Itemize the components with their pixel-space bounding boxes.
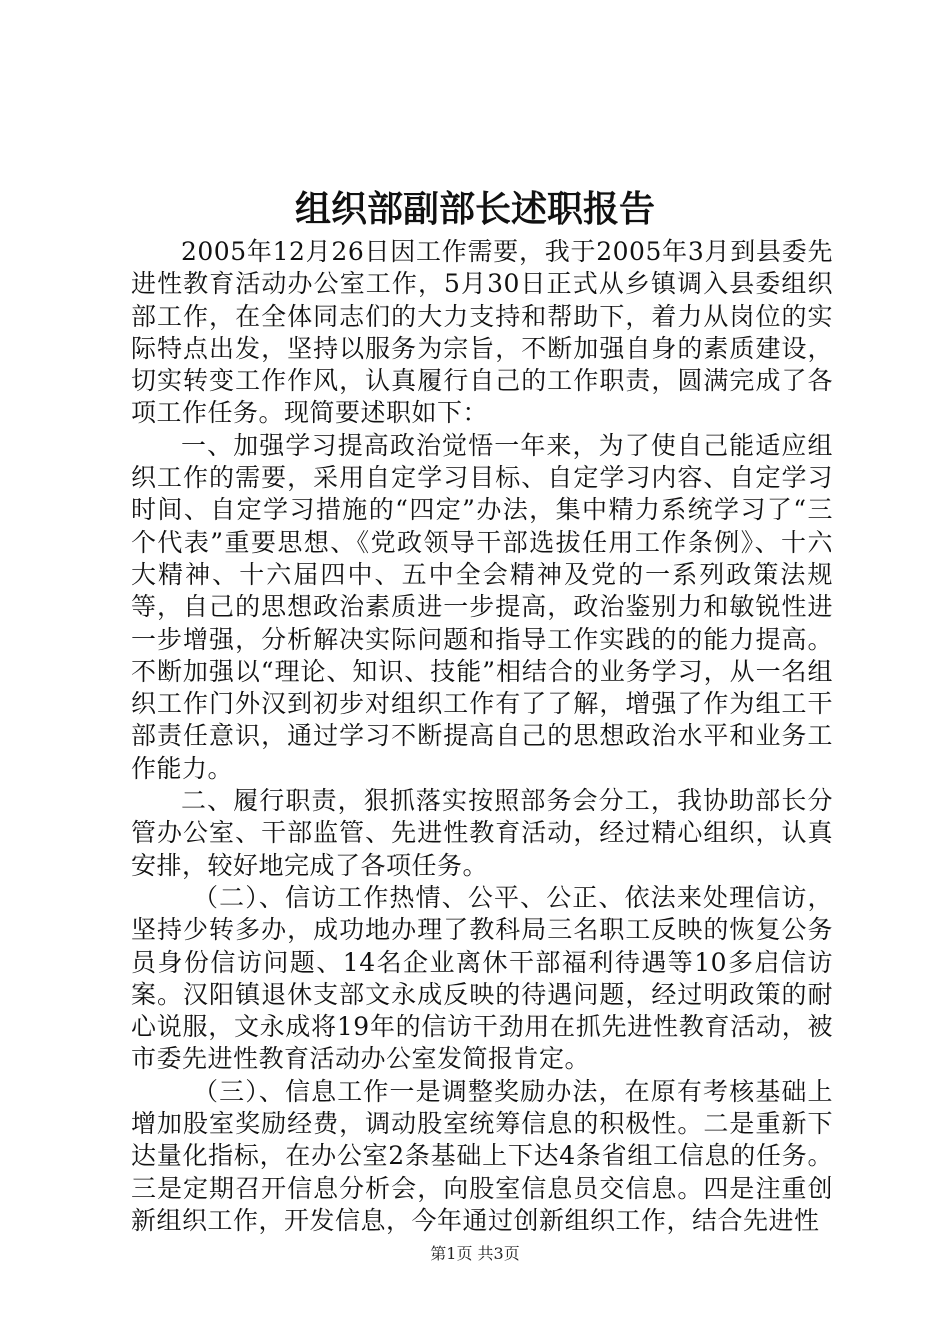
paragraph-section-two: 二、履行职责，狠抓落实按照部务会分工，我协助部长分管办公室、干部监管、先进性教育活动，经过精心组织，认真安排，较好地完成了各项任务。 [131,786,833,880]
paragraph-intro: 2005年12月26日因工作需要，我于2005年3月到县委先进性教育活动办公室工作，5月30日正式从乡镇调入县委组织部工作，在全体同志们的大力支持和帮助下，着力从岗位的实际特点出发，坚持以服务为宗旨，不断加强自身的素质建设，切实转变工作作风，认真履行自己的工作职责，圆满完成了各项工作任务。现简要述职如下： [131,237,833,428]
document-title: 组织部副部长述职报告 [294,188,655,230]
paragraph-information-work: （三）、信息工作一是调整奖励办法，在原有考核基础上增加股室奖励经费，调动股室统筹信息的积极性。二是重新下达量化指标，在办公室2条基础上下达4条省组工信息的任务。三是定期召开信息分析会，向股室信息员交信息。四是注重创新组织工作，开发信息，今年通过创新组织工作，结合先进性 [131,1076,833,1235]
paragraph-petition-work: （二）、信访工作热情、公平、公正、依法来处理信访，坚持少转多办，成功地办理了教科局三名职工反映的恢复公务员身份信访问题、14名企业离休干部福利待遇等10多启信访案。汉阳镇退休支部文永成反映的待遇问题，经过明政策的耐心说服，文永成将19年的信访干劲用在抓先进性教育活动，被市委先进性教育活动办公室发简报肯定。 [131,882,833,1074]
document-body [131,236,833,1237]
paragraph-section-one: 一、加强学习提高政治觉悟一年来，为了使自己能适应组织工作的需要，采用自定学习目标、自定学习内容、自定学习时间、自定学习措施的“四定”办法，集中精力系统学习了“三个代表”重要思想、《党政领导干部选拔任用工作条例》、十六大精神、十六届四中、五中全会精神及党的一系列政策法规等，自己的思想政治素质进一步提高，政治鉴别力和敏锐性进一步增强，分析解决实际问题和指导工作实践的的能力提高。不断加强以“理论、知识、技能”相结合的业务学习，从一名组织工作门外汉到初步对组织工作有了了解，增强了作为组工干部责任意识，通过学习不断提高自己的思想政治水平和业务工作能力。 [131,430,833,783]
page-number-footer: 第1页 共3页 [430,1244,520,1263]
